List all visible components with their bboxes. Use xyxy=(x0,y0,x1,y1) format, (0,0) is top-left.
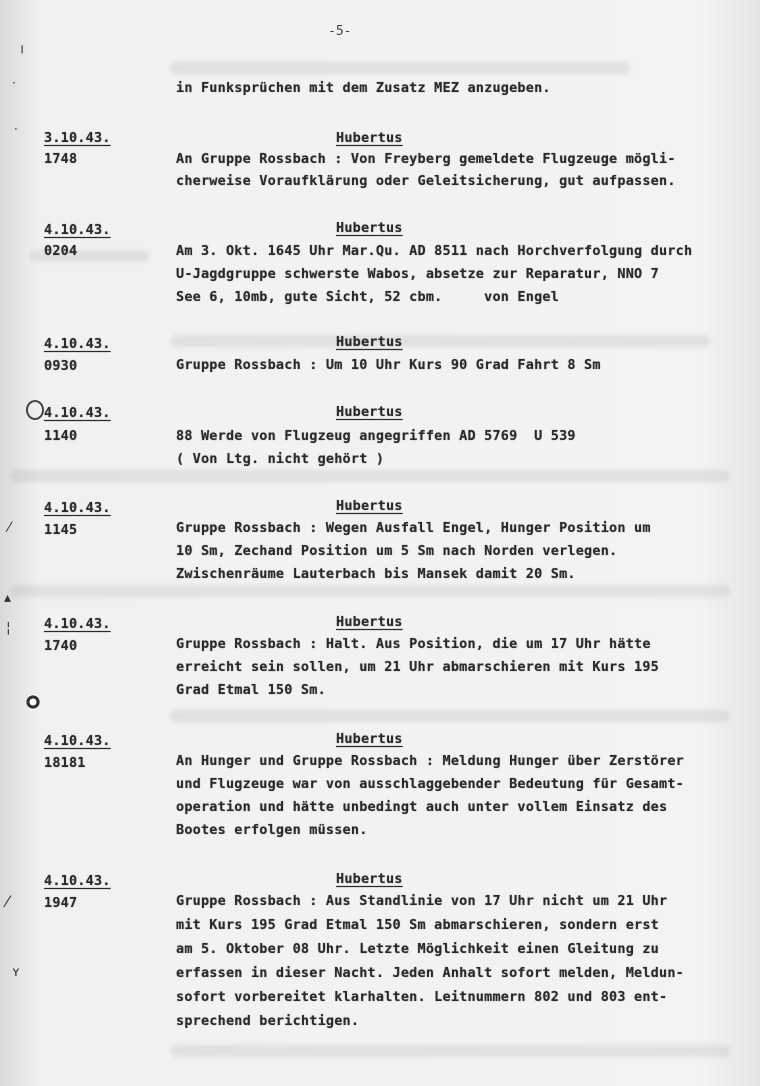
scan-artifact xyxy=(170,62,630,74)
entry-text-line: erfassen in dieser Nacht. Jeden Anhalt sofort melden, Meldun- xyxy=(176,965,684,981)
scan-artifact xyxy=(170,710,730,722)
entry-date: 4.10.43. xyxy=(44,500,111,516)
entry-time: 1140 xyxy=(44,428,78,444)
entry-date: 3.10.43. xyxy=(44,130,111,146)
entry-time: 1145 xyxy=(44,522,78,538)
entry-date: 4.10.43. xyxy=(44,336,111,352)
entry-heading: Hubertus xyxy=(336,220,403,236)
entry-text-line: 10 Sm, Zechand Position um 5 Sm nach Norden verlegen. xyxy=(176,543,618,559)
entry-text-line: U-Jagdgruppe schwerste Wabos, absetze zur Reparatur, NNO 7 xyxy=(176,266,660,282)
entry-text-line: Zwischenräume Lauterbach bis Mansek damit 20 Sm. xyxy=(176,566,576,582)
entry-date: 4.10.43. xyxy=(44,222,111,238)
entry-text-line: sprechend berichtigen. xyxy=(176,1013,360,1029)
entry-text-line: erreicht sein sollen, um 21 Uhr abmarschieren mit Kurs 195 xyxy=(176,659,660,675)
entry-time: 18181 xyxy=(44,755,86,771)
margin-dot-mark: · xyxy=(14,122,18,136)
punch-hole-mark xyxy=(26,694,40,710)
entry-text-line: Grad Etmal 150 Sm. xyxy=(176,682,326,698)
entry-text-line: mit Kurs 195 Grad Etmal 150 Sm abmarschieren, sondern erst xyxy=(176,917,660,933)
entry-heading: Hubertus xyxy=(336,130,403,146)
entry-date: 4.10.43. xyxy=(44,873,111,889)
entry-text-line: Gruppe Rossbach : Halt. Aus Position, die um 17 Uhr hätte xyxy=(176,636,651,652)
margin-dot-mark: · xyxy=(12,76,16,90)
entry-heading: Hubertus xyxy=(336,404,403,420)
entry-text-line: Gruppe Rossbach : Aus Standlinie von 17 Uhr nicht um 21 Uhr xyxy=(176,893,668,909)
intro-line: in Funksprüchen mit dem Zusatz MEZ anzugeben. xyxy=(176,80,551,96)
entry-text-line: Bootes erfolgen müssen. xyxy=(176,822,368,838)
entry-time: 0930 xyxy=(44,358,78,374)
scan-artifact xyxy=(10,585,730,597)
margin-tick-mark: ¦ xyxy=(6,620,11,636)
punch-hole-mark xyxy=(26,400,44,420)
entry-date: 4.10.43. xyxy=(44,616,111,632)
entry-heading: Hubertus xyxy=(336,498,403,514)
scan-artifact xyxy=(10,470,730,482)
entry-heading: Hubertus xyxy=(336,731,403,747)
margin-tick-mark: ╷ xyxy=(18,38,27,54)
entry-heading: Hubertus xyxy=(336,334,403,350)
entry-text-line: sofort vorbereitet klarhalten. Leitnummern 802 und 803 ent- xyxy=(176,989,668,1005)
entry-text-line: operation und hätte unbedingt auch unter vollem Einsatz des xyxy=(176,799,668,815)
entry-heading: Hubertus xyxy=(336,614,403,630)
entry-text-line: An Gruppe Rossbach : Von Freyberg gemeldete Flugzeuge mögli- xyxy=(176,151,676,167)
entry-text-line: am 5. Oktober 08 Uhr. Letzte Möglichkeit einen Gleitung zu xyxy=(176,941,660,957)
entry-text-line: Gruppe Rossbach : Um 10 Uhr Kurs 90 Grad Fahrt 8 Sm xyxy=(176,357,601,373)
entry-text-line: Am 3. Okt. 1645 Uhr Mar.Qu. AD 8511 nach Horchverfolgung durch xyxy=(176,243,693,259)
page-number: -5- xyxy=(328,24,352,39)
entry-text-line: und Flugzeuge war von ausschlaggebender Bedeutung für Gesamt- xyxy=(176,776,684,792)
entry-text-line: ( Von Ltg. nicht gehört ) xyxy=(176,451,385,467)
margin-tick-mark: ⁄ xyxy=(6,892,9,911)
entry-time: 0204 xyxy=(44,243,78,259)
entry-text-line: Gruppe Rossbach : Wegen Ausfall Engel, Hunger Position um xyxy=(176,520,651,536)
margin-tick-mark: ⁄ xyxy=(8,520,11,536)
entry-time: 1740 xyxy=(44,638,78,654)
entry-time: 1947 xyxy=(44,895,78,911)
entry-date: 4.10.43. xyxy=(44,405,111,421)
entry-text-line: An Hunger und Gruppe Rossbach : Meldung Hunger über Zerstörer xyxy=(176,753,684,769)
entry-heading: Hubertus xyxy=(336,871,403,887)
entry-time: 1748 xyxy=(44,151,78,167)
margin-tick-mark: ʏ xyxy=(12,965,20,980)
scan-artifact xyxy=(170,1045,730,1057)
entry-text-line: cherweise Voraufklärung oder Geleitsicherung, gut aufpassen. xyxy=(176,173,676,189)
entry-text-line: 88 Werde von Flugzeug angegriffen AD 5769 U 539 xyxy=(176,428,576,444)
margin-dot-mark: ▴ xyxy=(4,590,12,606)
scan-artifact xyxy=(170,335,710,347)
entry-date: 4.10.43. xyxy=(44,733,111,749)
entry-text-line: See 6, 10mb, gute Sicht, 52 cbm. von Engel xyxy=(176,289,560,305)
